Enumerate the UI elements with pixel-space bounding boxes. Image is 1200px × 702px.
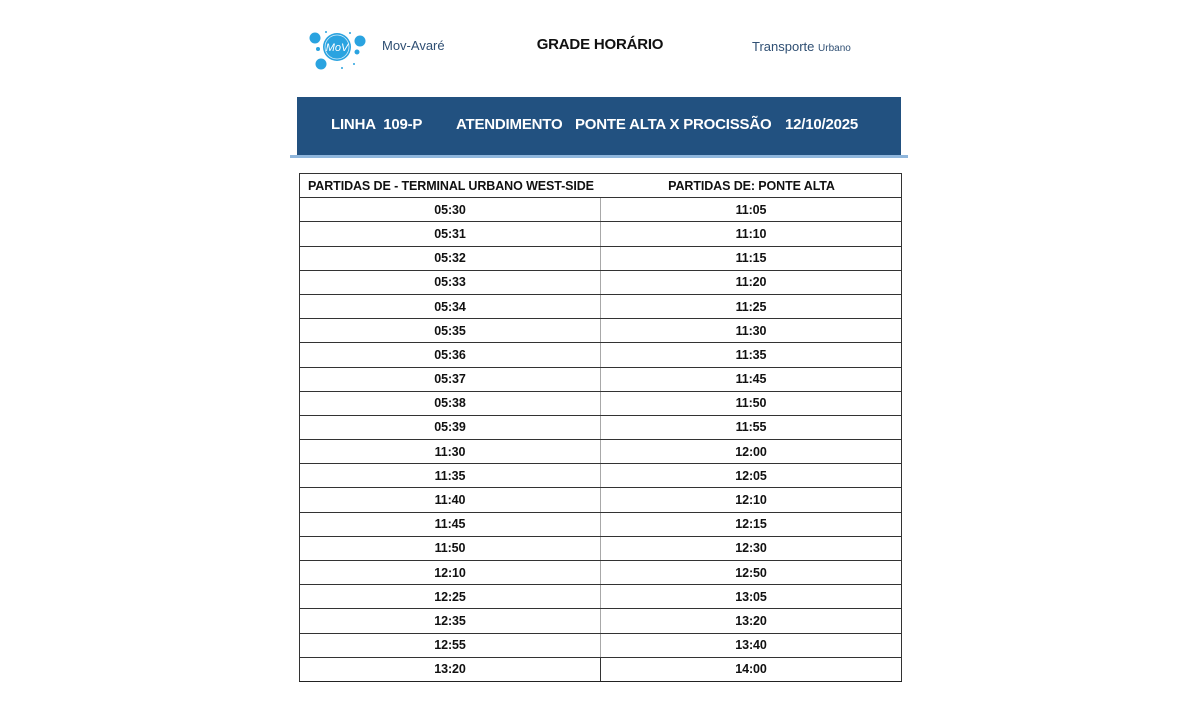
line-number: LINHA 109-P — [331, 116, 423, 133]
table-row — [300, 246, 902, 270]
mov-avare-logo-icon — [306, 24, 368, 74]
departure-terminal-time: 11:35 — [300, 464, 601, 488]
departure-ponte-alta-time: 13:40 — [601, 633, 902, 657]
departure-terminal-time: 05:38 — [300, 391, 601, 415]
departure-terminal-time: 12:25 — [300, 585, 601, 609]
departure-ponte-alta-time: 11:10 — [601, 222, 902, 246]
departure-terminal-time: 11:30 — [300, 440, 601, 464]
departure-terminal-time: 13:20 — [300, 657, 601, 681]
departure-ponte-alta-time: 11:20 — [601, 270, 902, 294]
departure-ponte-alta-time: 12:15 — [601, 512, 902, 536]
table-row — [300, 609, 902, 633]
table-header-row — [300, 174, 902, 198]
table-row — [300, 319, 902, 343]
departure-ponte-alta-time: 11:15 — [601, 246, 902, 270]
departure-terminal-time: 11:45 — [300, 512, 601, 536]
departure-ponte-alta-time: 11:50 — [601, 391, 902, 415]
transport-main: Transporte — [752, 39, 815, 54]
page-title: GRADE HORÁRIO — [536, 36, 664, 53]
banner-underline — [290, 155, 908, 158]
table-row — [300, 657, 902, 681]
table-row — [300, 222, 902, 246]
departure-terminal-time: 05:37 — [300, 367, 601, 391]
departure-terminal-time: 11:40 — [300, 488, 601, 512]
departure-ponte-alta-time: 12:10 — [601, 488, 902, 512]
transport-label — [752, 39, 851, 54]
departure-terminal-time: 05:39 — [300, 415, 601, 439]
departure-terminal-time: 11:50 — [300, 536, 601, 560]
departure-ponte-alta-time: 11:30 — [601, 319, 902, 343]
departure-terminal-time: 12:10 — [300, 561, 601, 585]
departure-ponte-alta-time: 13:05 — [601, 585, 902, 609]
departure-terminal-time: 12:55 — [300, 633, 601, 657]
table-row — [300, 294, 902, 318]
table-row — [300, 367, 902, 391]
table-row — [300, 270, 902, 294]
table-row — [300, 512, 902, 536]
departure-ponte-alta-time: 11:35 — [601, 343, 902, 367]
column-header-ponte-alta: PARTIDAS DE: PONTE ALTA — [668, 178, 835, 193]
schedule-body — [300, 198, 902, 682]
departure-terminal-time: 05:32 — [300, 246, 601, 270]
table-row — [300, 536, 902, 560]
table-row — [300, 343, 902, 367]
brand-name: Mov-Avaré — [382, 38, 445, 53]
departure-ponte-alta-time: 11:45 — [601, 367, 902, 391]
departure-ponte-alta-time: 12:00 — [601, 440, 902, 464]
departure-ponte-alta-time: 12:50 — [601, 561, 902, 585]
departure-ponte-alta-time: 14:00 — [601, 657, 902, 681]
departure-terminal-time: 05:34 — [300, 294, 601, 318]
route-name: PONTE ALTA X PROCISSÃO — [575, 116, 772, 133]
table-row — [300, 488, 902, 512]
table-row — [300, 391, 902, 415]
schedule-table — [299, 173, 902, 682]
departure-terminal-time: 05:36 — [300, 343, 601, 367]
departure-ponte-alta-time: 12:30 — [601, 536, 902, 560]
line-banner — [297, 97, 901, 155]
departure-terminal-time: 05:35 — [300, 319, 601, 343]
departure-ponte-alta-time: 11:05 — [601, 198, 902, 222]
departure-ponte-alta-time: 11:25 — [601, 294, 902, 318]
transport-sub: Urbano — [818, 43, 851, 54]
table-row — [300, 440, 902, 464]
departure-terminal-time: 05:33 — [300, 270, 601, 294]
departure-ponte-alta-time: 12:05 — [601, 464, 902, 488]
schedule-date: 12/10/2025 — [785, 116, 859, 133]
departure-ponte-alta-time: 13:20 — [601, 609, 902, 633]
departure-terminal-time: 05:30 — [300, 198, 601, 222]
logo-text: MoV — [325, 42, 349, 54]
table-row — [300, 464, 902, 488]
table-row — [300, 633, 902, 657]
departure-ponte-alta-time: 11:55 — [601, 415, 902, 439]
table-row — [300, 415, 902, 439]
departure-terminal-time: 05:31 — [300, 222, 601, 246]
column-header-terminal: PARTIDAS DE - TERMINAL URBANO WEST-SIDE — [308, 178, 594, 193]
table-row — [300, 585, 902, 609]
table-row — [300, 198, 902, 222]
table-header-cell — [300, 174, 902, 198]
service-label: ATENDIMENTO — [456, 116, 563, 133]
departure-terminal-time: 12:35 — [300, 609, 601, 633]
table-row — [300, 561, 902, 585]
